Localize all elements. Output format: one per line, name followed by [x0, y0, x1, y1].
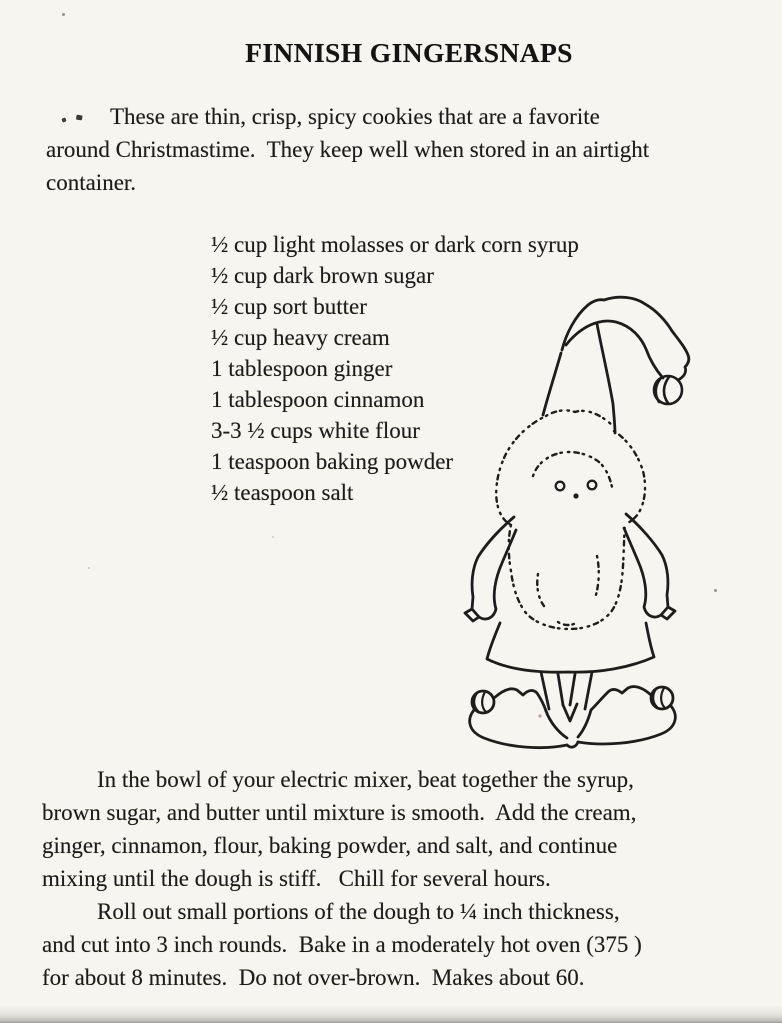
scan-edge-shadow [0, 1005, 782, 1023]
scan-speck [272, 536, 274, 538]
ingredient-item: ½ cup heavy cream [211, 325, 390, 350]
text-line: Roll out small portions of the dough to ¼ inch thickness, [97, 899, 620, 924]
nose [573, 493, 578, 498]
gnome-beard [509, 524, 625, 629]
ingredient-item: 1 teaspoon baking powder [211, 449, 454, 474]
intro-paragraph [46, 100, 752, 199]
pink-scan-speck [538, 714, 541, 717]
ingredient-item: 1 tablespoon cinnamon [211, 387, 425, 412]
scan-speck [62, 13, 65, 16]
text-line: container. [46, 170, 137, 195]
text-line: for about 8 minutes. Do not over-brown. Makes about 60. [42, 965, 585, 990]
ingredient-item: 1 tablespoon ginger [211, 356, 393, 381]
ingredient-item: 3-3 ½ cups white flour [211, 418, 420, 443]
gnome-arms [465, 514, 675, 621]
gnome-skirt [487, 623, 654, 672]
scan-speck [88, 567, 90, 569]
instruction-paragraph-2 [42, 895, 754, 994]
text-line: ginger, cinnamon, flour, baking powder, and salt, and continue [42, 833, 618, 858]
pom-pom [654, 376, 682, 404]
ingredient-item: ½ cup sort butter [211, 294, 367, 319]
text-line: around Christmastime. They keep well when stored in an airtight [46, 137, 650, 162]
gnome-illustration [450, 292, 750, 764]
text-line: and cut into 3 inch rounds. Bake in a moderately hot oven (375 ) [42, 932, 642, 957]
left-eye [556, 482, 565, 491]
right-eye [588, 481, 597, 490]
gnome-legs [541, 672, 592, 721]
gnome-hat [543, 297, 689, 433]
text-line: mixing until the dough is stiff. Chill for several hours. [42, 866, 551, 891]
instructions [42, 763, 754, 994]
ingredient-item: ½ teaspoon salt [211, 480, 354, 505]
instruction-paragraph-1 [42, 763, 754, 895]
gnome-face [556, 481, 597, 499]
recipe-title: FINNISH GINGERSNAPS [245, 37, 573, 68]
ingredient-item: ½ cup dark brown sugar [211, 263, 434, 288]
ingredient-item: ½ cup light molasses or dark corn syrup [211, 232, 579, 257]
text-line: In the bowl of your electric mixer, beat together the syrup, [97, 767, 634, 792]
gnome-hair [496, 410, 645, 525]
text-line: brown sugar, and butter until mixture is smooth. Add the cream, [42, 800, 637, 825]
text-line: These are thin, crisp, spicy cookies that are a favorite [110, 104, 600, 129]
